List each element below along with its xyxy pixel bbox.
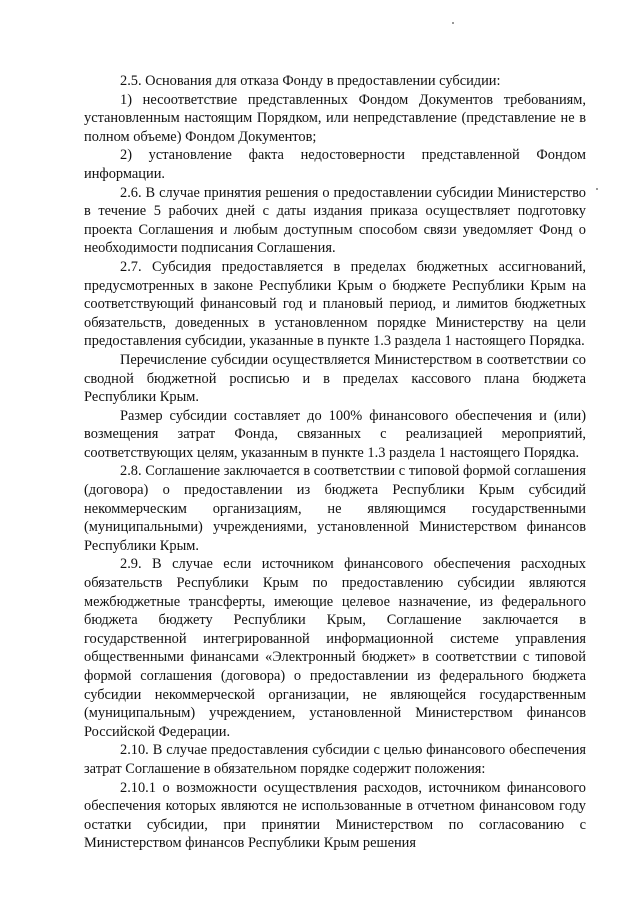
- document-body: [84, 72, 586, 853]
- paragraph-2-7: 2.7. Субсидия предоставляется в пределах бюджетных ассигнований, предусмотренных в законе Республики Крым о бюджете Республики Крым на соответствующий финансовый год и плановый период, и лимитов бюджетных обязательств, доведенных в установленном порядке Министерству на цели предоставления субсидии, указанные в пункте 1.3 раздела 1 настоящего Порядка.: [84, 258, 586, 350]
- paragraph-2-10: 2.10. В случае предоставления субсидии с целью финансового обеспечения затрат Соглашение в обязательном порядке содержит положения:: [84, 742, 586, 777]
- paragraph-2-8: 2.8. Соглашение заключается в соответствии с типовой формой соглашения (договора) о предоставлении из бюджета Республики Крым субсидий некоммерческим организациям, не являющимся государственными (муниципальными) учреждениями, установленной Министерством финансов Республики Крым.: [84, 463, 586, 554]
- scan-speck: [452, 22, 454, 24]
- scan-speck: [596, 188, 598, 190]
- paragraph-2-5: 2.5. Основания для отказа Фонду в предоставлении субсидии:: [120, 73, 501, 89]
- paragraph-2-6: 2.6. В случае принятия решения о предоставлении субсидии Министерство в течение 5 рабочих дней с даты издания приказа осуществляет подготовку проекта Соглашения и любым доступным способом связи уведомляет Фонд о необходимости подписания Соглашения.: [84, 184, 586, 257]
- paragraph-2-5-item-2: 2) установление факта недостоверности представленной Фондом информации.: [84, 147, 586, 182]
- paragraph-2-10-1: 2.10.1 о возможности осуществления расходов, источником финансового обеспечения которых являются не использованные в отчетном финансовом году остатки субсидии, при принятии Министерством по согласованию с Министерством финансов Республики Крым решения: [84, 779, 586, 852]
- paragraph-2-9: 2.9. В случае если источником финансового обеспечения расходных обязательств Республики Крым по предоставлению субсидии являются межбюджетные трансферты, имеющие целевое назначение, из федерального бюджета бюджету Республики Крым, Соглашение заключается в государственной интегрированной информационной системе управления общественными финансами «Электронный бюджет» в соответствии с типовой формой соглашения (договора) о предоставлении из федерального бюджета субсидии некоммерческой организации, не являющейся государственным (муниципальным) учреждением, установленной Министерством финансов Российской Федерации.: [84, 556, 586, 740]
- paragraph-2-5-item-1: 1) несоответствие представленных Фондом Документов требованиям, установленным настоящим Порядком, или непредставление (представление не в полном объеме) Фондом Документов;: [84, 91, 586, 145]
- paragraph-2-7-amount: Размер субсидии составляет до 100% финансового обеспечения и (или) возмещения затрат Фонда, связанных с реализацией мероприятий, соответствующих целям, указанным в пункте 1.3 раздела 1 настоящего Порядка.: [84, 407, 586, 461]
- paragraph-2-7-transfer: Перечисление субсидии осуществляется Министерством в соответствии со сводной бюджетной росписью и в пределах кассового плана бюджета Республики Крым.: [84, 351, 586, 406]
